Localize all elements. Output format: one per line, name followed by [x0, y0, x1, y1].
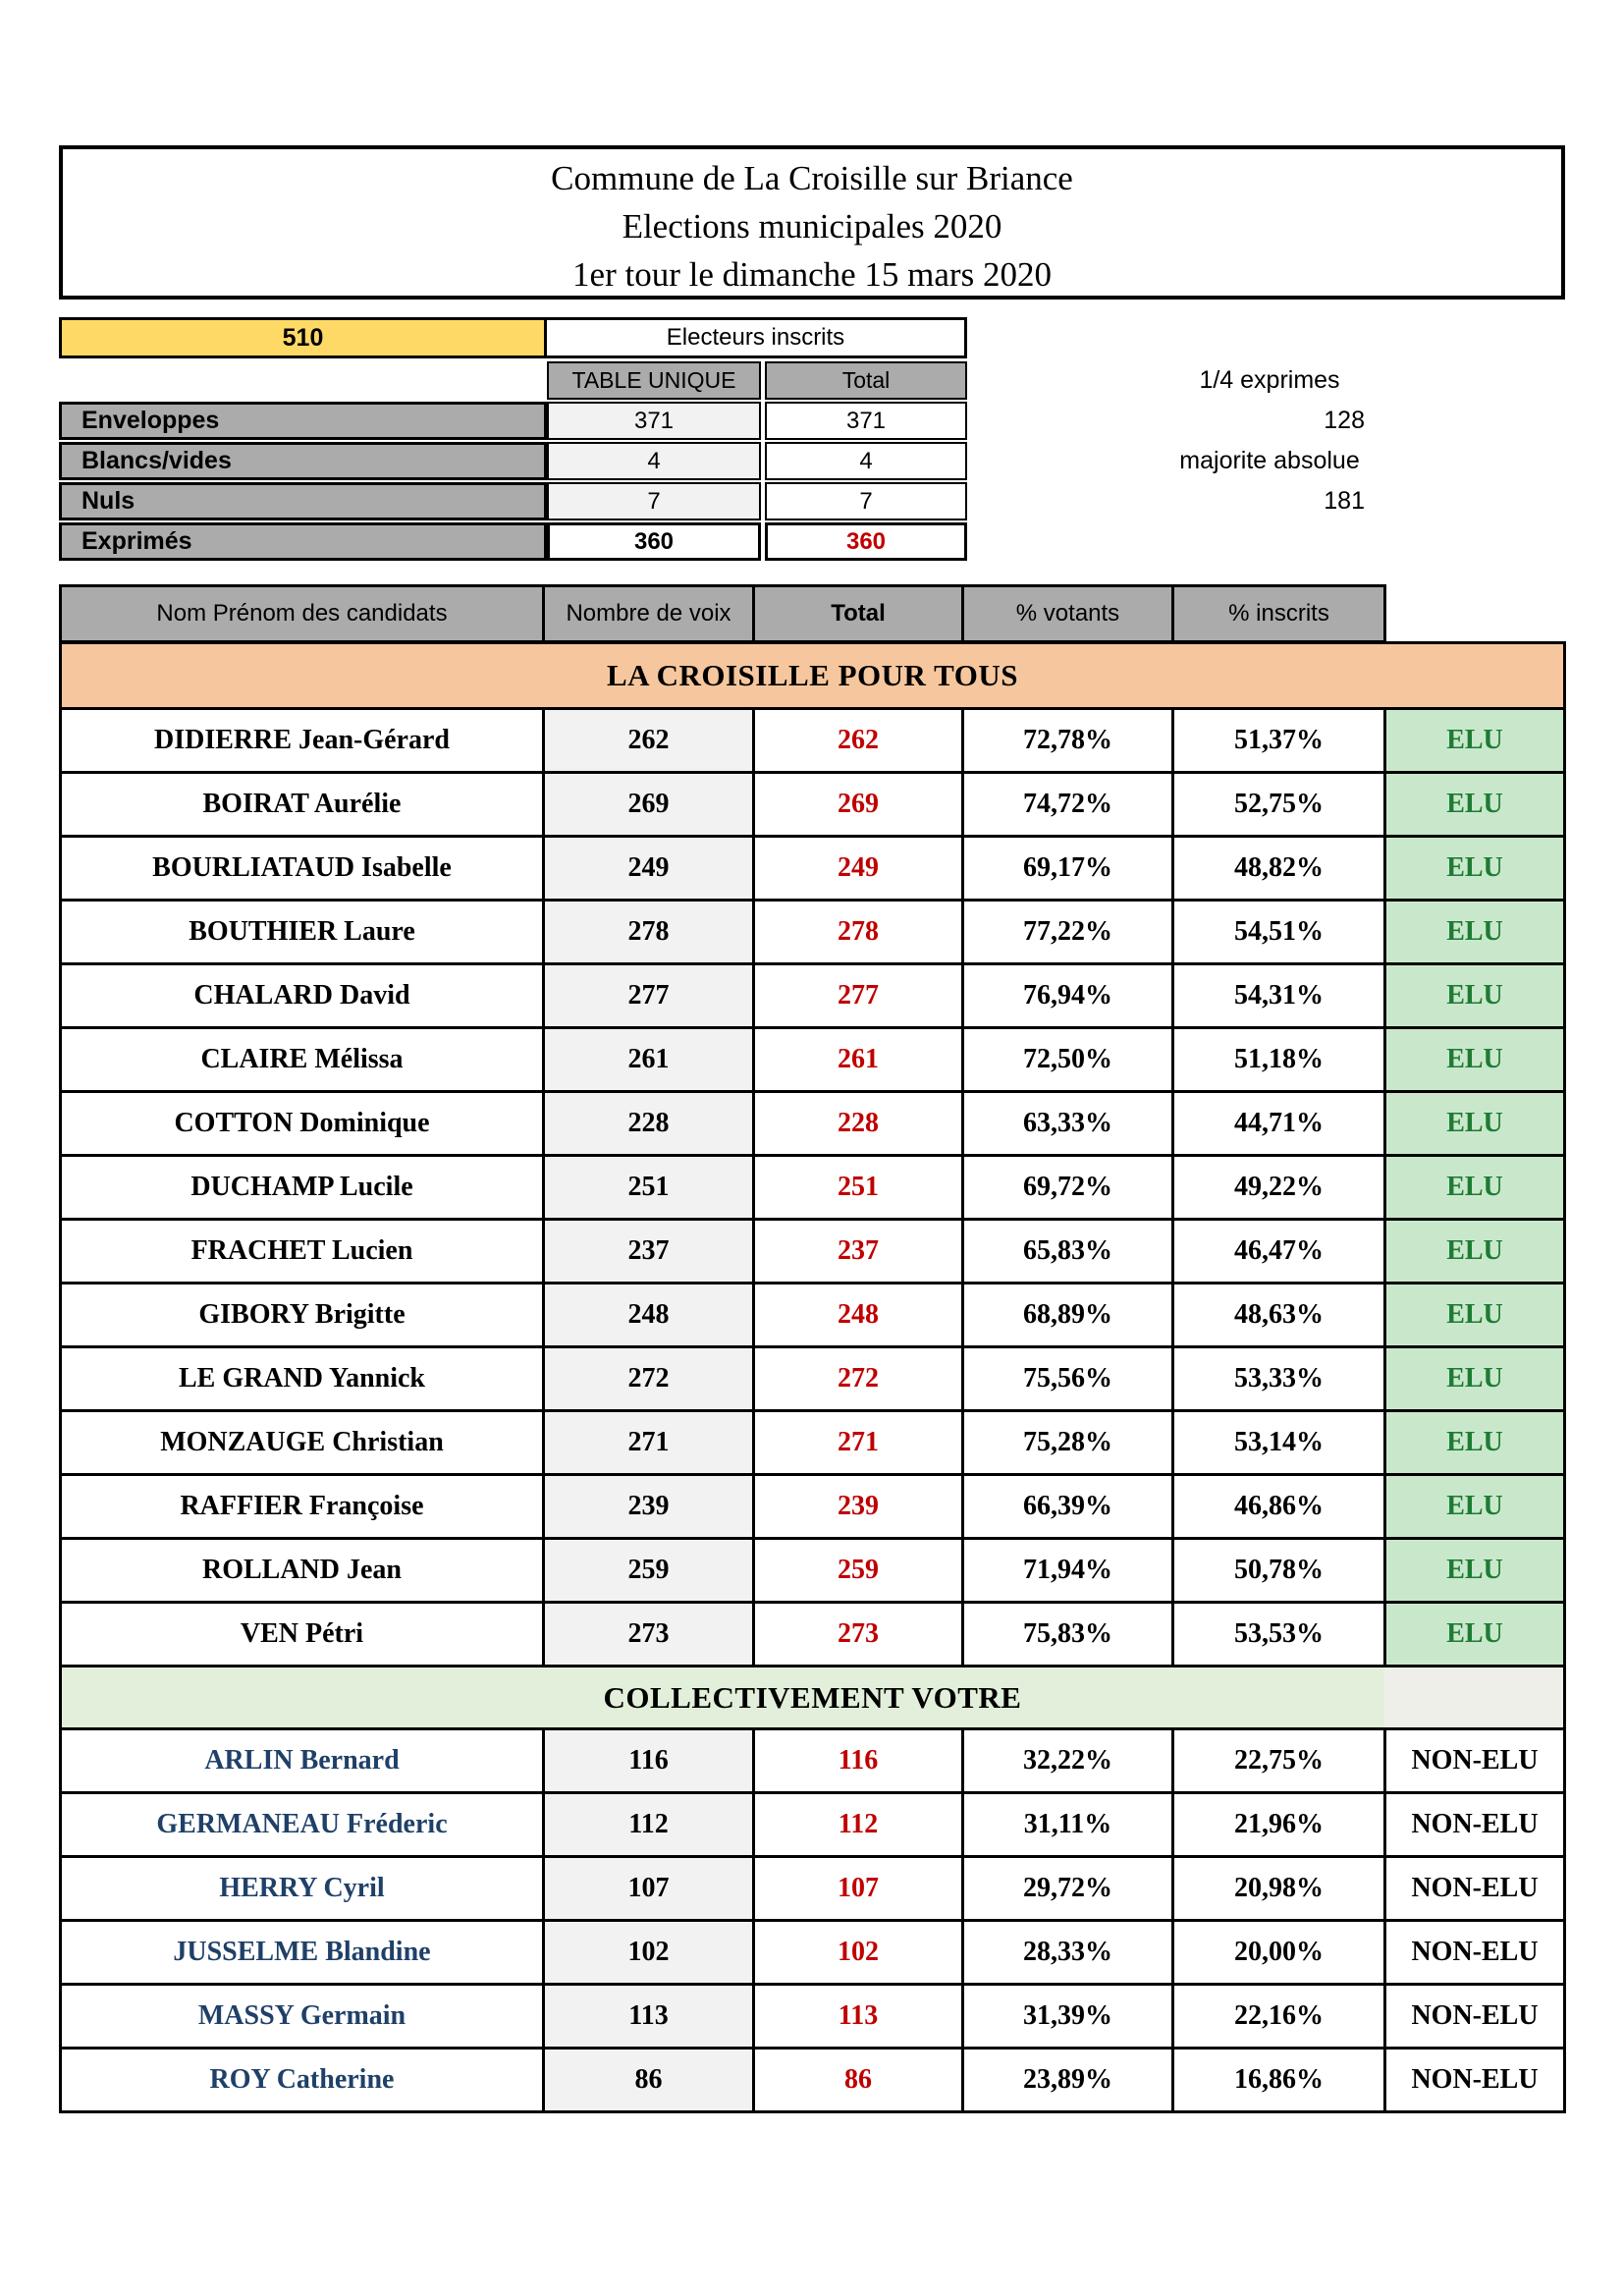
table-row	[61, 1028, 1565, 1092]
votes-cell: 107	[544, 1857, 754, 1921]
title-line-commune: Commune de La Croisille sur Briance	[551, 159, 1073, 197]
majorite-absolue-label: majorite absolue	[1179, 447, 1360, 474]
status-cell: NON-ELU	[1385, 1985, 1565, 2049]
votes-cell: 259	[544, 1539, 754, 1603]
page-title	[59, 145, 1565, 300]
candidate-name: BOURLIATAUD Isabelle	[61, 837, 544, 901]
status-cell: ELU	[1385, 1539, 1565, 1603]
table-row	[61, 1985, 1565, 2049]
pct-votants-cell: 66,39%	[963, 1475, 1173, 1539]
status-cell: ELU	[1385, 1284, 1565, 1347]
votes-cell: 86	[544, 2049, 754, 2112]
votes-cell: 248	[544, 1284, 754, 1347]
pct-votants-cell: 77,22%	[963, 901, 1173, 964]
pct-inscrits-cell: 22,16%	[1173, 1985, 1385, 2049]
pct-inscrits-cell: 44,71%	[1173, 1092, 1385, 1156]
pct-inscrits-cell: 22,75%	[1173, 1729, 1385, 1793]
registered-count-cell: 510	[59, 317, 547, 358]
votes-cell: 271	[544, 1411, 754, 1475]
pct-votants-cell: 65,83%	[963, 1220, 1173, 1284]
table-row	[61, 1156, 1565, 1220]
votes-cell: 112	[544, 1793, 754, 1857]
votes-cell: 102	[544, 1921, 754, 1985]
col-header-total: Total	[754, 586, 963, 643]
section-band-row	[61, 1667, 1565, 1729]
candidate-name: COTTON Dominique	[61, 1092, 544, 1156]
status-cell: ELU	[1385, 1028, 1565, 1092]
section-title-collectivement-votre: COLLECTIVEMENT VOTRE	[61, 1667, 1565, 1729]
status-cell: ELU	[1385, 964, 1565, 1028]
votes-cell: 278	[544, 901, 754, 964]
section-title-croisille-pour-tous: LA CROISILLE POUR TOUS	[61, 642, 1565, 709]
title-line-election: Elections municipales 2020	[622, 207, 1002, 246]
table-row	[61, 1857, 1565, 1921]
table-row	[61, 964, 1565, 1028]
table-row	[61, 1092, 1565, 1156]
votes-cell: 261	[544, 1028, 754, 1092]
pct-votants-cell: 75,28%	[963, 1411, 1173, 1475]
total-cell: 262	[754, 709, 963, 773]
summary-row-blancs-total: 4	[765, 442, 967, 480]
candidate-name: BOIRAT Aurélie	[61, 773, 544, 837]
pct-votants-cell: 75,83%	[963, 1603, 1173, 1667]
pct-inscrits-cell: 50,78%	[1173, 1539, 1385, 1603]
total-cell: 239	[754, 1475, 963, 1539]
status-cell: ELU	[1385, 1411, 1565, 1475]
candidate-name: LE GRAND Yannick	[61, 1347, 544, 1411]
total-cell: 86	[754, 2049, 963, 2112]
pct-inscrits-cell: 48,82%	[1173, 837, 1385, 901]
votes-cell: 269	[544, 773, 754, 837]
candidate-name: CLAIRE Mélissa	[61, 1028, 544, 1092]
status-cell: ELU	[1385, 1475, 1565, 1539]
table-row	[61, 1475, 1565, 1539]
status-cell: ELU	[1385, 1347, 1565, 1411]
pct-votants-cell: 69,72%	[963, 1156, 1173, 1220]
pct-inscrits-cell: 46,47%	[1173, 1220, 1385, 1284]
candidate-name: ROY Catherine	[61, 2049, 544, 2112]
table-row	[61, 773, 1565, 837]
status-cell: NON-ELU	[1385, 1793, 1565, 1857]
votes-cell: 239	[544, 1475, 754, 1539]
pct-votants-cell: 28,33%	[963, 1921, 1173, 1985]
pct-inscrits-cell: 20,98%	[1173, 1857, 1385, 1921]
candidate-name: ROLLAND Jean	[61, 1539, 544, 1603]
total-cell: 272	[754, 1347, 963, 1411]
candidate-name: GIBORY Brigitte	[61, 1284, 544, 1347]
pct-inscrits-cell: 51,18%	[1173, 1028, 1385, 1092]
total-cell: 259	[754, 1539, 963, 1603]
total-cell: 107	[754, 1857, 963, 1921]
quarter-exprimes-label: 1/4 exprimes	[1199, 366, 1340, 394]
status-cell: ELU	[1385, 1220, 1565, 1284]
candidate-name: RAFFIER Françoise	[61, 1475, 544, 1539]
pct-votants-cell: 72,78%	[963, 709, 1173, 773]
status-cell: NON-ELU	[1385, 1921, 1565, 1985]
votes-cell: 249	[544, 837, 754, 901]
total-cell: 277	[754, 964, 963, 1028]
summary-row-blancs-label: Blancs/vides	[59, 442, 547, 480]
quarter-exprimes-value: 128	[1324, 407, 1365, 434]
pct-inscrits-cell: 20,00%	[1173, 1921, 1385, 1985]
candidate-name: DUCHAMP Lucile	[61, 1156, 544, 1220]
candidate-name: FRACHET Lucien	[61, 1220, 544, 1284]
votes-cell: 228	[544, 1092, 754, 1156]
candidate-name: ARLIN Bernard	[61, 1729, 544, 1793]
table-row	[61, 1793, 1565, 1857]
pct-votants-cell: 31,39%	[963, 1985, 1173, 2049]
status-cell: ELU	[1385, 773, 1565, 837]
table-row	[61, 1347, 1565, 1411]
candidate-name: VEN Pétri	[61, 1603, 544, 1667]
pct-inscrits-cell: 51,37%	[1173, 709, 1385, 773]
pct-inscrits-cell: 54,51%	[1173, 901, 1385, 964]
table-row	[61, 1539, 1565, 1603]
status-cell: ELU	[1385, 1092, 1565, 1156]
total-cell: 249	[754, 837, 963, 901]
pct-votants-cell: 72,50%	[963, 1028, 1173, 1092]
pct-votants-cell: 76,94%	[963, 964, 1173, 1028]
results-header-row	[61, 586, 1565, 643]
summary-row-enveloppes-label: Enveloppes	[59, 402, 547, 440]
table-row	[61, 1220, 1565, 1284]
pct-inscrits-cell: 46,86%	[1173, 1475, 1385, 1539]
pct-votants-cell: 69,17%	[963, 837, 1173, 901]
total-cell: 248	[754, 1284, 963, 1347]
votes-cell: 237	[544, 1220, 754, 1284]
pct-inscrits-cell: 53,53%	[1173, 1603, 1385, 1667]
status-cell: ELU	[1385, 1156, 1565, 1220]
pct-inscrits-cell: 49,22%	[1173, 1156, 1385, 1220]
status-cell: ELU	[1385, 837, 1565, 901]
pct-votants-cell: 32,22%	[963, 1729, 1173, 1793]
majorite-absolue-value: 181	[1324, 487, 1365, 515]
header-corner-spacer	[1385, 586, 1565, 643]
pct-inscrits-cell: 52,75%	[1173, 773, 1385, 837]
total-cell: 271	[754, 1411, 963, 1475]
summary-col-total: Total	[765, 361, 967, 400]
votes-cell: 273	[544, 1603, 754, 1667]
col-header-nombre-voix: Nombre de voix	[544, 586, 754, 643]
title-line-tour: 1er tour le dimanche 15 mars 2020	[572, 255, 1052, 294]
candidate-name: GERMANEAU Fréderic	[61, 1793, 544, 1857]
results-table	[59, 584, 1566, 2113]
summary-row-nuls-tu: 7	[547, 482, 761, 520]
pct-inscrits-cell: 53,33%	[1173, 1347, 1385, 1411]
table-row	[61, 1603, 1565, 1667]
table-row	[61, 2049, 1565, 2112]
col-header-pct-inscrits: % inscrits	[1173, 586, 1385, 643]
table-row	[61, 1284, 1565, 1347]
total-cell: 228	[754, 1092, 963, 1156]
total-cell: 116	[754, 1729, 963, 1793]
registered-label-cell: Electeurs inscrits	[547, 317, 967, 358]
pct-votants-cell: 71,94%	[963, 1539, 1173, 1603]
candidate-name: CHALARD David	[61, 964, 544, 1028]
status-cell: NON-ELU	[1385, 1729, 1565, 1793]
total-cell: 237	[754, 1220, 963, 1284]
status-cell: ELU	[1385, 709, 1565, 773]
summary-row-exprimes-label: Exprimés	[59, 522, 547, 561]
total-cell: 269	[754, 773, 963, 837]
summary-row-exprimes-total: 360	[765, 522, 967, 561]
summary-row-nuls-label: Nuls	[59, 482, 547, 520]
candidate-name: HERRY Cyril	[61, 1857, 544, 1921]
total-cell: 251	[754, 1156, 963, 1220]
pct-inscrits-cell: 53,14%	[1173, 1411, 1385, 1475]
summary-row-enveloppes-total: 371	[765, 402, 967, 440]
total-cell: 261	[754, 1028, 963, 1092]
votes-cell: 262	[544, 709, 754, 773]
pct-votants-cell: 63,33%	[963, 1092, 1173, 1156]
table-row	[61, 837, 1565, 901]
section-band-row	[61, 642, 1565, 709]
status-cell: ELU	[1385, 1603, 1565, 1667]
candidate-name: DIDIERRE Jean-Gérard	[61, 709, 544, 773]
candidate-name: MONZAUGE Christian	[61, 1411, 544, 1475]
pct-inscrits-cell: 21,96%	[1173, 1793, 1385, 1857]
votes-cell: 277	[544, 964, 754, 1028]
table-row	[61, 1921, 1565, 1985]
summary-row-blancs-tu: 4	[547, 442, 761, 480]
pct-votants-cell: 31,11%	[963, 1793, 1173, 1857]
candidate-name: MASSY Germain	[61, 1985, 544, 2049]
total-cell: 102	[754, 1921, 963, 1985]
status-cell: NON-ELU	[1385, 2049, 1565, 2112]
col-header-candidats: Nom Prénom des candidats	[61, 586, 544, 643]
summary-row-nuls-total: 7	[765, 482, 967, 520]
pct-votants-cell: 29,72%	[963, 1857, 1173, 1921]
votes-cell: 116	[544, 1729, 754, 1793]
pct-votants-cell: 68,89%	[963, 1284, 1173, 1347]
summary-col-table-unique: TABLE UNIQUE	[547, 361, 761, 400]
pct-votants-cell: 23,89%	[963, 2049, 1173, 2112]
summary-row-enveloppes-tu: 371	[547, 402, 761, 440]
pct-votants-cell: 75,56%	[963, 1347, 1173, 1411]
total-cell: 278	[754, 901, 963, 964]
pct-inscrits-cell: 16,86%	[1173, 2049, 1385, 2112]
status-cell: ELU	[1385, 901, 1565, 964]
col-header-pct-votants: % votants	[963, 586, 1173, 643]
table-row	[61, 1729, 1565, 1793]
total-cell: 273	[754, 1603, 963, 1667]
status-cell: NON-ELU	[1385, 1857, 1565, 1921]
votes-cell: 272	[544, 1347, 754, 1411]
votes-cell: 251	[544, 1156, 754, 1220]
pct-votants-cell: 74,72%	[963, 773, 1173, 837]
pct-inscrits-cell: 54,31%	[1173, 964, 1385, 1028]
table-row	[61, 901, 1565, 964]
total-cell: 112	[754, 1793, 963, 1857]
candidate-name: BOUTHIER Laure	[61, 901, 544, 964]
pct-inscrits-cell: 48,63%	[1173, 1284, 1385, 1347]
summary-row-exprimes-tu: 360	[547, 522, 761, 561]
total-cell: 113	[754, 1985, 963, 2049]
candidate-name: JUSSELME Blandine	[61, 1921, 544, 1985]
table-row	[61, 1411, 1565, 1475]
table-row	[61, 709, 1565, 773]
votes-cell: 113	[544, 1985, 754, 2049]
